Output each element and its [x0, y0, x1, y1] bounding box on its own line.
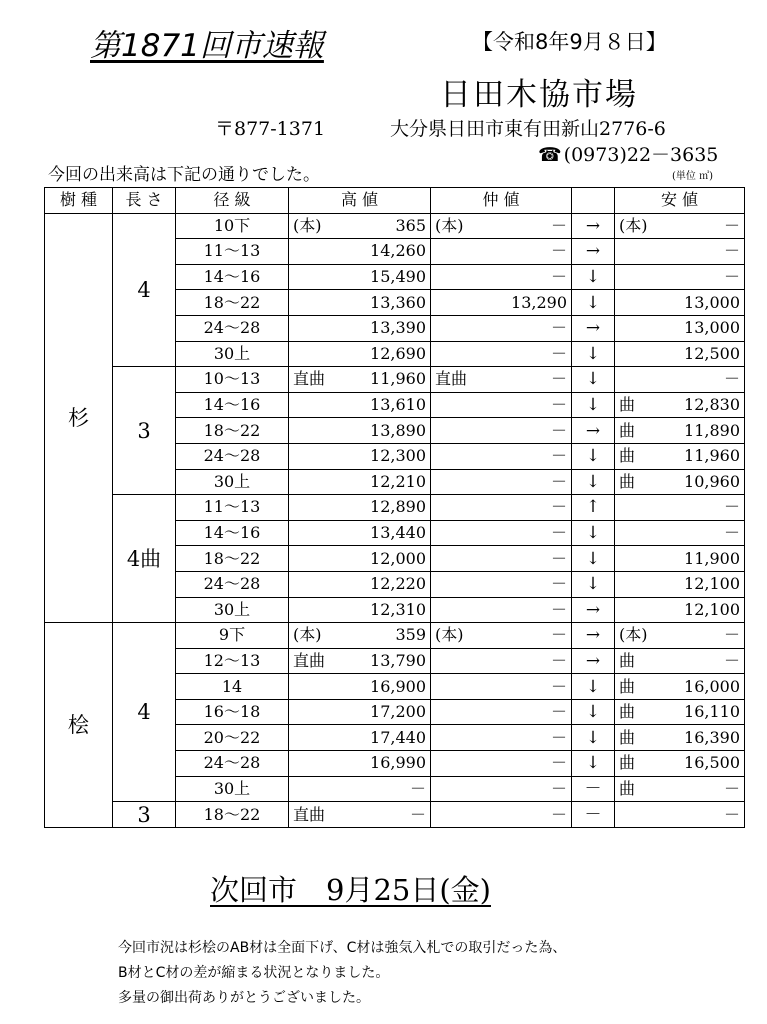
table-row	[45, 802, 745, 828]
grade-cell: 9下	[176, 623, 289, 649]
high-price-value: 12,210	[370, 471, 426, 491]
mid-price-value: －	[550, 574, 567, 594]
mid-price-cell	[431, 315, 572, 341]
mid-price-value: －	[550, 523, 567, 543]
high-price-value: 15,490	[370, 267, 426, 287]
low-price-value: －	[723, 804, 740, 824]
grade-cell: 18～22	[176, 546, 289, 572]
postal-code: 〒877-1371	[215, 118, 326, 140]
mid-price-cell	[431, 520, 572, 546]
grade-cell: 18～22	[176, 418, 289, 444]
intro-text: 今回の出来高は下記の通りでした。	[48, 165, 320, 185]
high-price-cell	[289, 239, 431, 265]
trend-arrow-cell: →	[572, 623, 615, 649]
unit-note: (単位 ㎥)	[672, 171, 713, 182]
grade-cell: 24～28	[176, 571, 289, 597]
grade-cell: 10下	[176, 213, 289, 239]
mid-price-cell	[431, 674, 572, 700]
market-note-line: B材とC材の差が縮まる状況となりました。	[118, 965, 390, 981]
low-price-prefix: 曲	[619, 727, 636, 747]
trend-arrow-cell: －	[572, 776, 615, 802]
next-market-date: 次回市 9月25日(金)	[210, 873, 491, 907]
low-price-cell	[615, 751, 745, 777]
mid-price-cell	[431, 469, 572, 495]
high-price-value: 17,200	[370, 702, 426, 722]
low-price-prefix: 曲	[619, 471, 636, 491]
low-price-value: 10,960	[684, 471, 740, 491]
low-price-cell	[615, 315, 745, 341]
low-price-cell	[615, 674, 745, 700]
mid-price-cell	[431, 264, 572, 290]
low-price-cell	[615, 648, 745, 674]
grade-cell: 24～28	[176, 751, 289, 777]
low-price-cell	[615, 264, 745, 290]
low-price-cell	[615, 290, 745, 316]
high-price-value: 13,890	[370, 420, 426, 440]
trend-arrow-cell: ↓	[572, 520, 615, 546]
table-body	[45, 213, 745, 827]
grade-cell: 16～18	[176, 699, 289, 725]
mid-price-cell	[431, 367, 572, 393]
mid-price-cell	[431, 648, 572, 674]
trend-arrow-cell: ↓	[572, 367, 615, 393]
trend-arrow-cell: →	[572, 239, 615, 265]
high-price-cell	[289, 751, 431, 777]
low-price-cell	[615, 546, 745, 572]
trend-arrow-cell: ↑	[572, 495, 615, 521]
high-price-value: 13,390	[370, 318, 426, 338]
mid-price-value: －	[550, 548, 567, 568]
low-price-cell	[615, 776, 745, 802]
mid-price-cell	[431, 802, 572, 828]
high-price-value: 17,440	[370, 727, 426, 747]
mid-price-value: －	[550, 318, 567, 338]
low-price-prefix: 曲	[619, 650, 636, 670]
grade-cell: 14～16	[176, 264, 289, 290]
mid-price-value: －	[550, 599, 567, 619]
trend-arrow-cell: →	[572, 648, 615, 674]
high-price-cell	[289, 725, 431, 751]
mid-price-value: －	[550, 369, 567, 389]
low-price-cell	[615, 520, 745, 546]
mid-price-value: －	[550, 753, 567, 773]
mid-price-value: －	[550, 702, 567, 722]
low-price-value: 16,000	[684, 676, 740, 696]
grade-cell: 14～16	[176, 520, 289, 546]
grade-cell: 30上	[176, 341, 289, 367]
high-price-value: 12,890	[370, 497, 426, 517]
phone-number-line	[538, 140, 718, 167]
mid-price-prefix: (本)	[435, 215, 464, 235]
trend-arrow-cell: －	[572, 802, 615, 828]
grade-cell: 24～28	[176, 315, 289, 341]
mid-price-prefix: (本)	[435, 625, 464, 645]
grade-cell: 20～22	[176, 725, 289, 751]
grade-cell: 14	[176, 674, 289, 700]
low-price-cell	[615, 623, 745, 649]
market-note-line: 今回市況は杉桧のAB材は全面下げ、C材は強気入札での取引だった為、	[118, 940, 567, 956]
mid-price-cell	[431, 290, 572, 316]
low-price-value: 11,960	[684, 446, 740, 466]
mid-price-value: －	[550, 395, 567, 415]
mid-price-value: －	[550, 446, 567, 466]
trend-arrow-cell: ↓	[572, 341, 615, 367]
trend-arrow-cell: ↓	[572, 674, 615, 700]
company-name: 日田木協市場	[440, 77, 638, 113]
length-cell: 3	[113, 802, 176, 828]
low-price-prefix: 曲	[619, 753, 636, 773]
low-price-prefix: 曲	[619, 778, 636, 798]
mid-price-value: －	[550, 215, 567, 235]
low-price-value: －	[723, 625, 740, 645]
low-price-value: 12,100	[684, 599, 740, 619]
low-price-value: 13,000	[684, 318, 740, 338]
phone-icon: ☎	[538, 144, 562, 166]
grade-cell: 24～28	[176, 443, 289, 469]
low-price-cell	[615, 469, 745, 495]
mid-price-value: －	[550, 778, 567, 798]
low-price-cell	[615, 495, 745, 521]
table-row	[45, 213, 745, 239]
trend-arrow-cell: ↓	[572, 264, 615, 290]
grade-cell: 30上	[176, 469, 289, 495]
high-price-cell	[289, 290, 431, 316]
high-price-value: 13,440	[370, 523, 426, 543]
high-price-cell	[289, 341, 431, 367]
high-price-cell	[289, 418, 431, 444]
high-price-cell	[289, 315, 431, 341]
high-price-cell	[289, 392, 431, 418]
high-price-value: 16,990	[370, 753, 426, 773]
high-price-value: 16,900	[370, 676, 426, 696]
species-cell: 桧	[45, 623, 113, 828]
length-cell: 3	[113, 367, 176, 495]
grade-cell: 18～22	[176, 290, 289, 316]
trend-arrow-cell: ↓	[572, 469, 615, 495]
low-price-value: －	[723, 215, 740, 235]
grade-cell: 10～13	[176, 367, 289, 393]
high-price-value: 13,790	[370, 650, 426, 670]
low-price-value: 11,890	[684, 420, 740, 440]
high-price-cell	[289, 520, 431, 546]
high-price-value: 13,610	[370, 395, 426, 415]
high-price-cell	[289, 571, 431, 597]
mid-price-value: －	[550, 267, 567, 287]
trend-arrow-cell: ↓	[572, 546, 615, 572]
header-mid: 仲 値	[431, 188, 572, 214]
low-price-prefix: (本)	[619, 215, 648, 235]
grade-cell: 30上	[176, 597, 289, 623]
low-price-value: －	[723, 241, 740, 261]
high-price-cell	[289, 213, 431, 239]
high-price-cell	[289, 776, 431, 802]
low-price-cell	[615, 802, 745, 828]
low-price-cell	[615, 571, 745, 597]
trend-arrow-cell: ↓	[572, 699, 615, 725]
low-price-value: －	[723, 523, 740, 543]
mid-price-cell	[431, 213, 572, 239]
mid-price-cell	[431, 623, 572, 649]
mid-price-value: －	[550, 650, 567, 670]
mid-price-cell	[431, 418, 572, 444]
trend-arrow-cell: →	[572, 418, 615, 444]
low-price-prefix: 曲	[619, 702, 636, 722]
trend-arrow-cell: →	[572, 315, 615, 341]
mid-price-cell	[431, 776, 572, 802]
grade-cell: 18～22	[176, 802, 289, 828]
trend-arrow-cell: ↓	[572, 725, 615, 751]
trend-arrow-cell: →	[572, 213, 615, 239]
mid-price-cell	[431, 239, 572, 265]
high-price-value: 12,300	[370, 446, 426, 466]
header-low: 安 値	[615, 188, 745, 214]
high-price-value: －	[409, 804, 426, 824]
low-price-value: 16,500	[684, 753, 740, 773]
mid-price-value: －	[550, 625, 567, 645]
mid-price-prefix: 直曲	[435, 369, 468, 389]
grade-cell: 11～13	[176, 239, 289, 265]
high-price-prefix: (本)	[293, 625, 322, 645]
high-price-cell	[289, 469, 431, 495]
high-price-prefix: (本)	[293, 215, 322, 235]
low-price-value: 13,000	[684, 292, 740, 312]
high-price-value: 13,360	[370, 292, 426, 312]
mid-price-value: 13,290	[511, 292, 567, 312]
high-price-cell	[289, 674, 431, 700]
header-high: 高 値	[289, 188, 431, 214]
mid-price-value: －	[550, 804, 567, 824]
low-price-cell	[615, 699, 745, 725]
company-address: 大分県日田市東有田新山2776-6	[390, 118, 666, 140]
high-price-cell	[289, 443, 431, 469]
low-price-value: 12,100	[684, 574, 740, 594]
bulletin-date: 【令和8年9月８日】	[472, 30, 667, 54]
grade-cell: 12～13	[176, 648, 289, 674]
species-cell: 杉	[45, 213, 113, 623]
header-species: 樹 種	[45, 188, 113, 214]
trend-arrow-cell: ↓	[572, 571, 615, 597]
low-price-value: 12,500	[684, 343, 740, 363]
price-table	[44, 187, 745, 828]
low-price-cell	[615, 418, 745, 444]
low-price-cell	[615, 392, 745, 418]
high-price-cell	[289, 623, 431, 649]
bulletin-title: 第1871回市速報	[90, 28, 324, 64]
high-price-value: 12,310	[370, 599, 426, 619]
mid-price-value: －	[550, 420, 567, 440]
mid-price-cell	[431, 571, 572, 597]
low-price-prefix: 曲	[619, 395, 636, 415]
mid-price-cell	[431, 495, 572, 521]
mid-price-cell	[431, 699, 572, 725]
low-price-value: －	[723, 369, 740, 389]
mid-price-cell	[431, 546, 572, 572]
header-trend	[572, 188, 615, 214]
high-price-cell	[289, 546, 431, 572]
mid-price-value: －	[550, 497, 567, 517]
low-price-prefix: 曲	[619, 446, 636, 466]
mid-price-cell	[431, 597, 572, 623]
high-price-value: －	[409, 778, 426, 798]
trend-arrow-cell: ↓	[572, 751, 615, 777]
low-price-prefix: 曲	[619, 676, 636, 696]
low-price-cell	[615, 597, 745, 623]
mid-price-cell	[431, 751, 572, 777]
mid-price-value: －	[550, 343, 567, 363]
low-price-cell	[615, 213, 745, 239]
high-price-cell	[289, 802, 431, 828]
trend-arrow-cell: ↓	[572, 443, 615, 469]
header-length: 長 さ	[113, 188, 176, 214]
mid-price-cell	[431, 443, 572, 469]
high-price-value: 12,220	[370, 574, 426, 594]
low-price-value: －	[723, 650, 740, 670]
low-price-prefix: (本)	[619, 625, 648, 645]
low-price-prefix: 曲	[619, 420, 636, 440]
mid-price-cell	[431, 725, 572, 751]
mid-price-value: －	[550, 676, 567, 696]
low-price-cell	[615, 367, 745, 393]
mid-price-value: －	[550, 241, 567, 261]
phone-number: (0973)22－3635	[563, 144, 719, 166]
high-price-prefix: 直曲	[293, 804, 326, 824]
table-row	[45, 623, 745, 649]
low-price-cell	[615, 239, 745, 265]
high-price-cell	[289, 648, 431, 674]
grade-cell: 14～16	[176, 392, 289, 418]
mid-price-value: －	[550, 727, 567, 747]
high-price-prefix: 直曲	[293, 369, 326, 389]
grade-cell: 11～13	[176, 495, 289, 521]
high-price-cell	[289, 264, 431, 290]
high-price-value: 359	[395, 625, 426, 645]
mid-price-cell	[431, 341, 572, 367]
length-cell: 4	[113, 623, 176, 802]
trend-arrow-cell: →	[572, 597, 615, 623]
low-price-value: 16,390	[684, 727, 740, 747]
mid-price-cell	[431, 392, 572, 418]
length-cell: 4	[113, 213, 176, 367]
high-price-value: 12,690	[370, 343, 426, 363]
low-price-cell	[615, 725, 745, 751]
low-price-value: 12,830	[684, 395, 740, 415]
high-price-cell	[289, 367, 431, 393]
market-note-line: 多量の御出荷ありがとうございました。	[118, 990, 370, 1006]
high-price-value: 14,260	[370, 241, 426, 261]
grade-cell: 30上	[176, 776, 289, 802]
table-header-row	[45, 188, 745, 214]
high-price-cell	[289, 495, 431, 521]
high-price-prefix: 直曲	[293, 650, 326, 670]
low-price-value: 11,900	[684, 548, 740, 568]
low-price-cell	[615, 443, 745, 469]
trend-arrow-cell: ↓	[572, 290, 615, 316]
header-grade: 径 級	[176, 188, 289, 214]
high-price-value: 12,000	[370, 548, 426, 568]
high-price-value: 11,960	[370, 369, 426, 389]
high-price-cell	[289, 597, 431, 623]
length-cell: 4曲	[113, 495, 176, 623]
low-price-value: －	[723, 497, 740, 517]
high-price-cell	[289, 699, 431, 725]
low-price-value: 16,110	[684, 702, 740, 722]
high-price-value: 365	[395, 215, 426, 235]
table-row	[45, 495, 745, 521]
low-price-cell	[615, 341, 745, 367]
trend-arrow-cell: ↓	[572, 392, 615, 418]
table-row	[45, 367, 745, 393]
low-price-value: －	[723, 267, 740, 287]
mid-price-value: －	[550, 471, 567, 491]
low-price-value: －	[723, 778, 740, 798]
